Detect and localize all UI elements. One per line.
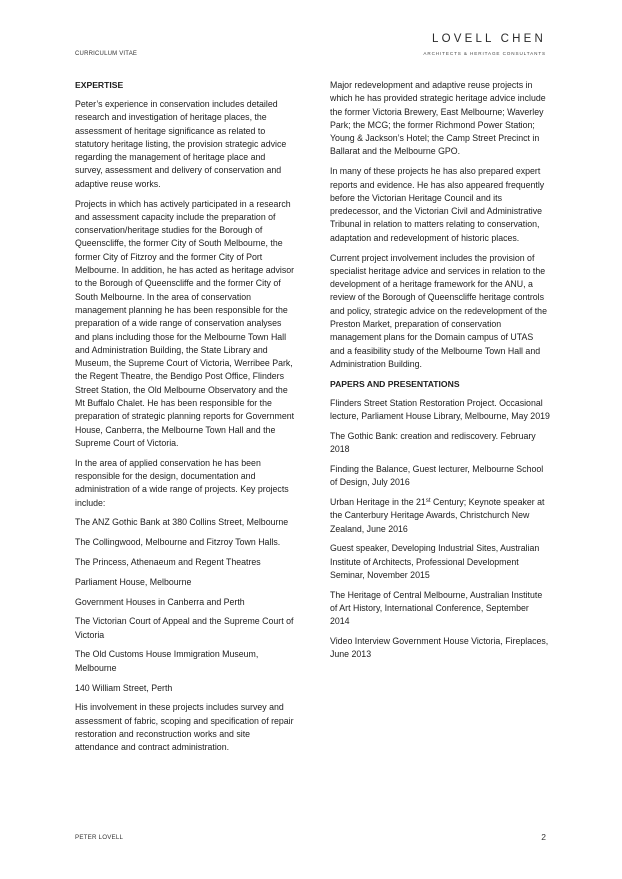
firm-logo-tagline: ARCHITECTS & HERITAGE CONSULTANTS (423, 51, 546, 56)
paper-item: Guest speaker, Developing Industrial Sites, Australian Institute of Architects, Professional Development Seminar, November 2015 (330, 543, 540, 580)
firm-logo-title: LOVELL CHEN (431, 33, 546, 45)
papers-heading: PAPERS AND PRESENTATIONS (330, 378, 460, 389)
project-item: Parliament House, Melbourne (75, 576, 192, 587)
expertise-current: Current project involvement includes the provision of specialist heritage advice and services in relation to the development of a heritage framework for the ANU, a review of the Borough of Queenscliffe heritage controls and policy, strategic advice on the redevelopment of the Preston Market, preparation of conservation management plans for the Domain campus of UTAS and a feasibility study of the Melbourne Town Hall and Administration Building. (330, 252, 547, 369)
project-item: 140 William Street, Perth (75, 682, 173, 693)
expertise-heading: EXPERTISE (75, 80, 124, 90)
ordinal-superscript: st (425, 498, 431, 505)
paper-item-text-end: Century; Keynote speaker at the Canterbury Heritage Awards, Christchurch New Zealand, June 2016 (330, 497, 545, 534)
paper-item: Finding the Balance, Guest lecturer, Melbourne School of Design, July 2016 (330, 463, 544, 488)
project-item: The ANZ Gothic Bank at 380 Collins Street, Melbourne (75, 517, 289, 528)
project-item: The Princess, Athenaeum and Regent Theatres (75, 557, 261, 567)
expertise-applied: In the area of applied conservation he has been responsible for the design, documentation and administration of a wide range of projects. Key projects include: (75, 457, 289, 508)
paper-item: Video Interview Government House Victoria, Fireplaces, June 2013 (330, 636, 549, 660)
project-item: The Old Customs House Immigration Museum, Melbourne (75, 649, 259, 673)
paper-item: The Heritage of Central Melbourne, Australian Institute of Art History, International Conference, September 2014 (330, 589, 543, 627)
project-item: The Victorian Court of Appeal and the Supreme Court of Victoria (75, 616, 294, 640)
paper-item: The Gothic Bank: creation and rediscovery. February 2018 (330, 430, 536, 455)
expertise-expert: In many of these projects he has also prepared expert reports and evidence. He has also appeared frequently before the Victorian Heritage Council and its predecessor, and the Victorian Civil and Administrative Tribunal in relation to matters relating to conservation, adaptation and redevelopment of historic places. (330, 166, 545, 243)
expertise-intro: Peter’s experience in conservation includes detailed research and investigation of heritage places, the assessment of heritage significance as related to statutory heritage listing, the provision strategic advice regarding the management of heritage place and survey, assessment and delivery of conservation and adaptive reuse works. (75, 99, 287, 189)
page-number: 2 (541, 832, 546, 842)
paper-item-text-start: Urban Heritage in the 21 (330, 497, 426, 508)
project-item: The Collingwood, Melbourne and Fitzroy Town Halls. (75, 537, 281, 548)
right-column (330, 79, 550, 668)
footer-author-name: PETER LOVELL (75, 834, 124, 841)
expertise-reuse: Major redevelopment and adaptive reuse projects in which he has provided strategic heritage advice include the former Victoria Brewery, East Melbourne; Waverley Park; the MCG; the former Richmond Power Station; Young & Jackson’s Hotel; the Camp Street Precinct in Ballarat and the Melbourne GPO. (330, 80, 546, 157)
key-projects-list (75, 516, 295, 694)
expertise-involvement: His involvement in these projects includes survey and assessment of fabric, scoping and specification of repair restoration and reconstruction works and site attendance and contract administration. (75, 702, 294, 753)
expertise-research: Projects in which has actively participated in a research and assessment capacity include the preparation of conservation/heritage studies for the Borough of Queenscliffe, the former City of South Melbourne, the former City of Fitzroy and the former City of Port Melbourne. In addition, he has acted as heritage advisor to the Borough of Queenscliffe and the former City of South Melbourne. In the area of conservation management planning he has been responsible for the preparation of a wide range of conservation analyses and plans including those for the Melbourne Town Hall and Administration Building, the State Library and Museum, the Supreme Court of Victoria, Werribee Park, the Regent Theatre, the Bendigo Post Office, Flinders Street Station, the Old Melbourne Observatory and the Mt Buffalo Chalet. He has been responsible for the preparation of strategic planning reports for Government House, Canberra, the Melbourne Town Hall and the Supreme Court of Victoria. (75, 198, 295, 448)
document-type-label: CURRICULUM VITAE (75, 51, 138, 57)
paper-item: Flinders Street Station Restoration Project. Occasional lecture, Parliament House Library, Melbourne, May 2019 (330, 397, 550, 422)
paper-item-urban-heritage (330, 496, 550, 536)
project-item: Government Houses in Canberra and Perth (75, 596, 245, 607)
left-column (75, 79, 295, 761)
